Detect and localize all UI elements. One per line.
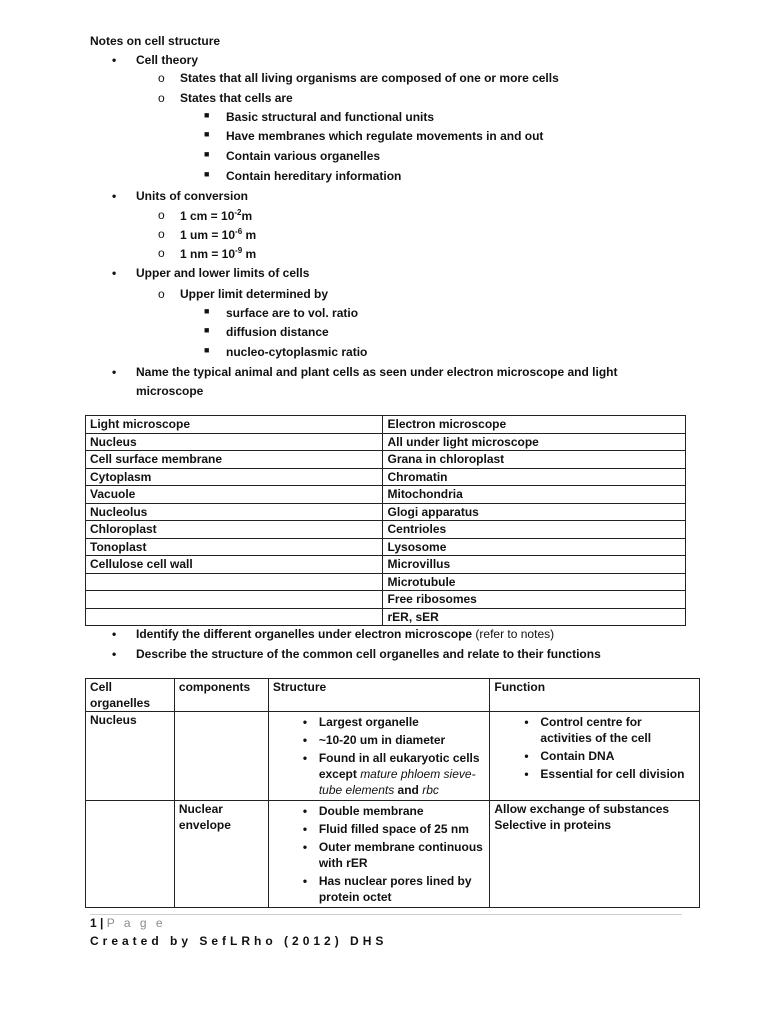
table-header-cell: Light microscope — [86, 416, 383, 434]
list-item: Basic structural and functional units — [226, 110, 435, 124]
limits-heading: Upper and lower limits of cells — [136, 266, 310, 280]
organelle-table — [85, 678, 700, 908]
limits-sub: Upper limit determined by — [180, 287, 329, 301]
list-item: • Contain DNA — [524, 748, 695, 764]
list-item: • Has nuclear pores lined by protein octet — [303, 873, 486, 905]
table-cell: Chloroplast — [86, 521, 383, 539]
table-cell: Allow exchange of substances Selective in proteins — [490, 801, 700, 908]
table-cell: All under light microscope — [383, 433, 686, 451]
table-cell — [86, 573, 383, 591]
list-item: • Control centre for activities of the cell — [524, 714, 695, 746]
table-cell: Cell surface membrane — [86, 451, 383, 469]
cell-theory-point: States that cells are — [180, 91, 293, 105]
table-cell — [268, 712, 490, 801]
table-row — [86, 591, 686, 609]
table-cell: Cytoplasm — [86, 468, 383, 486]
table-row — [86, 503, 686, 521]
table-row — [86, 486, 686, 504]
list-item: • Double membrane — [303, 803, 486, 819]
list-item: Contain hereditary information — [226, 169, 402, 183]
table-cell — [86, 801, 175, 908]
list-item: • Fluid filled space of 25 nm — [303, 821, 486, 837]
table-header-cell: Function — [490, 679, 700, 712]
list-item: • Essential for cell division — [524, 766, 695, 782]
table-cell: Nuclear envelope — [174, 801, 268, 908]
table-cell: Mitochondria — [383, 486, 686, 504]
table-cell — [268, 801, 490, 908]
unit-conversion: 1 nm = $10^{-9}$ m — [180, 246, 257, 261]
table-row — [86, 556, 686, 574]
table-cell: Cellulose cell wall — [86, 556, 383, 574]
table-row — [86, 433, 686, 451]
table-header-cell: Structure — [268, 679, 490, 712]
table-cell — [86, 591, 383, 609]
table-cell: Free ribosomes — [383, 591, 686, 609]
footer-credit: Created by SefLRho (2012) DHS — [90, 934, 388, 948]
cell-theory-point: States that all living organisms are composed of one or more cells — [180, 71, 559, 85]
table-header-cell: components — [174, 679, 268, 712]
table-row — [86, 801, 700, 908]
table-row — [86, 573, 686, 591]
table-cell: Tonoplast — [86, 538, 383, 556]
unit-conversion: 1 cm = $10^{-2}m$ — [180, 208, 253, 223]
identify-line: Identify the different organelles under electron microscope (refer to notes) — [136, 627, 555, 641]
table-cell — [490, 712, 700, 801]
table-cell: Chromatin — [383, 468, 686, 486]
list-item: • Outer membrane continuous with rER — [303, 839, 486, 871]
list-item: • Found in all eukaryotic cells except mature phloem sieve-tube elements and rbc — [303, 750, 486, 798]
list-item: Have membranes which regulate movements in and out — [226, 129, 544, 143]
table-row — [86, 712, 700, 801]
table-cell: Nucleus — [86, 712, 175, 801]
table-header-row — [86, 416, 686, 434]
list-item: • ~10-20 um in diameter — [303, 732, 486, 748]
table-row — [86, 608, 686, 626]
list-item: surface are to vol. ratio — [226, 306, 359, 320]
page-title: Notes on cell structure — [90, 34, 221, 48]
table-cell: Centrioles — [383, 521, 686, 539]
list-item: diffusion distance — [226, 325, 329, 339]
table-cell — [86, 608, 383, 626]
describe-line: Describe the structure of the common cell organelles and relate to their functions — [136, 647, 601, 661]
microscope-table — [85, 415, 686, 626]
table-cell: Nucleus — [86, 433, 383, 451]
units-heading: Units of conversion — [136, 189, 249, 203]
table-cell: Vacuole — [86, 486, 383, 504]
table-cell: Lysosome — [383, 538, 686, 556]
list-item: nucleo-cytoplasmic ratio — [226, 345, 368, 359]
table-row — [86, 538, 686, 556]
table-row — [86, 468, 686, 486]
name-cells-line: microscope — [136, 384, 204, 398]
table-cell — [174, 712, 268, 801]
table-header-row — [86, 679, 700, 712]
page-number: 1 | P a g e — [90, 916, 166, 930]
footer-divider — [90, 914, 682, 915]
unit-conversion: 1 um = $10^{-6}$ m — [180, 227, 257, 242]
table-header-cell: Cell organelles — [86, 679, 175, 712]
table-header-cell: Electron microscope — [383, 416, 686, 434]
table-row — [86, 521, 686, 539]
name-cells-line: Name the typical animal and plant cells as seen under electron microscope and light — [136, 365, 618, 379]
table-cell: Microtubule — [383, 573, 686, 591]
cell-theory-heading: Cell theory — [136, 53, 199, 67]
table-cell: Nucleolus — [86, 503, 383, 521]
list-item: Contain various organelles — [226, 149, 381, 163]
list-item: • Largest organelle — [303, 714, 486, 730]
table-cell: rER, sER — [383, 608, 686, 626]
table-row — [86, 451, 686, 469]
table-cell: Grana in chloroplast — [383, 451, 686, 469]
table-cell: Microvillus — [383, 556, 686, 574]
table-cell: Glogi apparatus — [383, 503, 686, 521]
